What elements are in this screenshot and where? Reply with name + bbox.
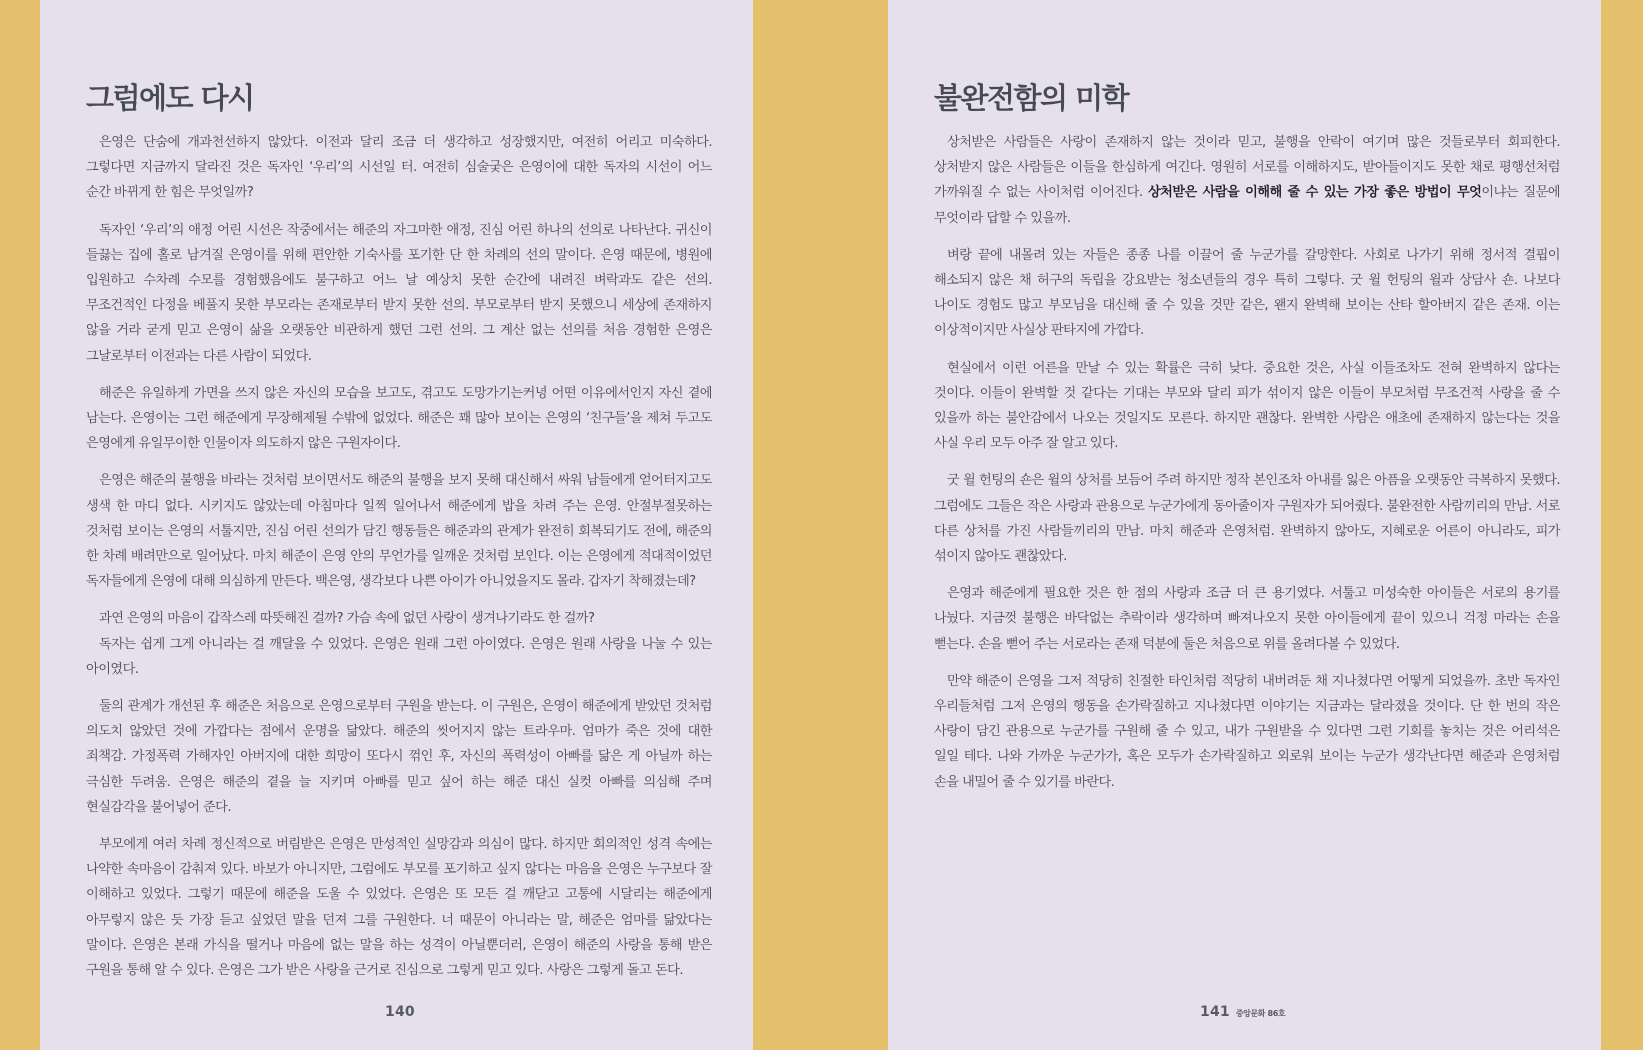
paragraph: 은영은 단숨에 개과천선하지 않았다. 이전과 달리 조금 더 생각하고 성장했지만, 여전히 어리고 미숙하다. 그렇다면 지금까지 달라진 것은 독자인 ‘우리’의 시선일 터. 여전히 심술궂은 은영이에 대한 독자의 시선이 어느 순간 바뀌게 한 힘은 무엇일까?: [86, 135, 712, 201]
page-number: 140: [385, 1004, 415, 1020]
left-page-content: [86, 76, 712, 995]
paragraph: 과연 은영의 마음이 갑작스레 따뜻해진 걸까? 가슴 속에 없던 사랑이 생겨나기라도 한 걸까?: [99, 611, 595, 627]
left-page-footer: [385, 1004, 415, 1028]
paragraph-text: 상처받은 사람들은 사랑이 존재하지 않는 것이라 믿고, 불행을 안락이 여기며 많은 것들로부터 회피한다. 상처받지 않은 사람들은 이들을 한심하게 여긴다. 영원히 서로를 이해하지도, 받아들이지도 못한 채로 평행선처럼 가까워질 수 없는 사이처럼 이어진다.: [934, 135, 1560, 201]
paragraph: 독자는 쉽게 그게 아니라는 걸 깨달을 수 있었다. 은영은 원래 그런 아이였다. 은영은 원래 사랑을 나눌 수 있는 아이였다.: [86, 636, 712, 677]
right-page-title: 불완전함의 미학: [934, 81, 1129, 115]
paragraph: 독자인 ‘우리’의 애정 어린 시선은 작중에서는 해준의 자그마한 애정, 진심 어린 하나의 선의로 나타난다. 귀신이 들끓는 집에 홀로 남겨질 은영이를 위해 편안한 기숙사를 포기한 단 한 차례의 선의 말이다. 은영 때문에, 병원에 입원하고 수차례 수모를 경험했음에도 불구하고 어느 날 예상치 못한 순간에 내려진 벼락과도 같은 선의. 무조건적인 다정을 베풀지 못한 부모라는 존재로부터 받지 못한 선의. 부모로부터 받지 못했으니 세상에 존재하지 않을 거라 굳게 믿고 은영이 삶을 오랫동안 비관하게 했던 그런 선의. 그 계산 없는 선의를 처음 경험한 은영은 그날로부터 이전과는 다른 사람이 되었다.: [86, 222, 712, 364]
paragraph: 둘의 관계가 개선된 후 해준은 처음으로 은영으로부터 구원을 받는다. 이 구원은, 은영이 해준에게 받았던 것처럼 의도치 않았던 것에 가깝다는 점에서 운명을 닮았다. 해준의 씻어지지 않는 트라우마. 엄마가 죽은 것에 대한 죄책감. 가정폭력 가해자인 아버지에 대한 희망이 또다시 꺾인 후, 자신의 폭력성이 아빠를 닮은 게 아닐까 하는 극심한 두려움. 은영은 해준의 곁을 늘 지키며 아빠를 믿고 싶어 하는 해준 대신 실컷 아빠를 의심해 주며 현실감각을 불어넣어 준다.: [86, 699, 712, 815]
magazine-issue-label: 중앙문화 86호: [1235, 1009, 1286, 1018]
left-page-title: 그럼에도 다시: [86, 81, 254, 115]
paragraph: 해준은 유일하게 가면을 쓰지 않은 자신의 모습을 보고도, 겪고도 도망가기는커녕 어떤 이유에서인지 자신 곁에 남는다. 은영이는 그런 해준에게 무장해제될 수밖에 없었다. 해준은 꽤 많아 보이는 은영의 ‘친구들’을 제쳐 두고도 은영에게 유일무이한 인물이자 의도하지 않은 구원자이다.: [86, 385, 712, 452]
left-page: [40, 0, 753, 1050]
emphasized-question: 상처받은 사람을 이해해 줄 수 있는 가장 좋은 방법이 무엇: [1147, 185, 1482, 201]
paragraph: 벼랑 끝에 내몰려 있는 자들은 종종 나를 이끌어 줄 누군가를 갈망한다. 사회로 나가기 위해 정서적 결핍이 해소되지 않은 채 허구의 독립을 강요받는 청소년들의 경우 특히 그렇다. 굿 윌 헌팅의 윌과 상담사 숀. 나보다 나이도 경험도 많고 부모님을 대신해 줄 수 있을 것만 같은, 왠지 완벽해 보이는 산타 할아버지 같은 존재. 이는 이상적이지만 사실상 판타지에 가깝다.: [934, 247, 1560, 339]
right-page: [888, 0, 1601, 1050]
right-page-footer: [1200, 1004, 1285, 1028]
right-page-content: [934, 76, 1560, 807]
paragraph: 만약 해준이 은영을 그저 적당히 친절한 타인처럼 적당히 내버려둔 채 지나쳤다면 어떻게 되었을까. 초반 독자인 우리들처럼 그저 은영의 행동을 손가락질하고 지나쳤다면 이야기는 지금과는 달라졌을 것이다. 단 한 번의 작은 사랑이 담긴 관용으로 누군가를 구원해 줄 수 있고, 내가 구원받을 수 있다면 그런 기회를 놓치는 것은 어리석은 일일 테다. 나와 가까운 누군가가, 혹은 모두가 손가락질하고 외로워 보이는 누군가 생각난다면 해준과 은영처럼 손을 내밀어 줄 수 있기를 바란다.: [934, 673, 1560, 790]
paragraph: 현실에서 이런 어른을 만날 수 있는 확률은 극히 낮다. 중요한 것은, 사실 이들조차도 전혀 완벽하지 않다는 것이다. 이들이 완벽할 것 같다는 기대는 부모와 달리 피가 섞이지 않은 이들이 부모처럼 무조건적 사랑을 줄 수 있을까 하는 불안감에서 나오는 것일지도 모른다. 하지만 괜찮다. 완벽한 사람은 애초에 존재하지 않는다는 것을 사실 우리 모두 아주 잘 알고 있다.: [934, 360, 1560, 452]
paragraph-text: 이냐는 질문에 무엇이라 답할 수 있을까.: [934, 185, 1560, 226]
paragraph: [934, 130, 1560, 231]
paragraph: 부모에게 여러 차례 정신적으로 버림받은 은영은 만성적인 실망감과 의심이 많다. 하지만 회의적인 성격 속에는 나약한 속마음이 감춰져 있다. 바보가 아니지만, 그럼에도 부모를 포기하고 싶지 않다는 마음을 은영은 누구보다 잘 이해하고 있었다. 그렇기 때문에 해준을 도울 수 있었다. 은영은 또 모든 걸 깨닫고 고통에 시달리는 해준에게 아무렇지 않은 듯 가장 듣고 싶었던 말을 던져 그를 구원한다. 너 때문이 아니라는 말, 해준은 엄마를 닮았다는 말이다. 은영은 본래 가식을 떨거나 마음에 없는 말을 하는 성격이 아닐뿐더러, 은영이 해준의 사랑을 통해 받은 구원을 통해 알 수 있다. 은영은 그가 받은 사랑을 근거로 진심으로 그렇게 믿고 있다. 사랑은 그렇게 돌고 돈다.: [86, 837, 712, 979]
paragraph: 은영은 해준의 불행을 바라는 것처럼 보이면서도 해준의 불행을 보지 못해 대신해서 싸워 남들에게 얻어터지고도 생색 한 마디 없다. 시키지도 않았는데 아침마다 일찍 일어나서 해준에게 밥을 차려 주는 은영. 안절부절못하는 것처럼 보이는 은영의 서툴지만, 진심 어린 선의가 담긴 행동들은 해준과의 관계가 완전히 회복되기도 전에, 해준의 한 차례 배려만으로 일어났다. 마치 해준이 은영 안의 무언가를 일깨운 것처럼 보인다. 이는 은영에게 적대적이었던 독자들에게 은영에 대해 의심하게 만든다. 백은영, 생각보다 나쁜 아이가 아니었을지도 몰라. 갑자기 착해졌는데?: [86, 473, 712, 590]
page-number: 141: [1200, 1004, 1230, 1020]
paragraph: 은영과 해준에게 필요한 것은 한 점의 사랑과 조금 더 큰 용기였다. 서툴고 미성숙한 아이들은 서로의 용기를 나눴다. 지금껏 불행은 바닥없는 추락이라 생각하며 빠져나오지 못한 아이들에게 끝이 있으니 걱정 마라는 손을 뻗는다. 손을 뻗어 주는 서로라는 존재 덕분에 둘은 처음으로 위를 올려다볼 수 있었다.: [934, 586, 1560, 652]
paragraph: 굿 윌 헌팅의 숀은 윌의 상처를 보듬어 주려 하지만 정작 본인조차 아내를 잃은 아픔을 오랫동안 극복하지 못했다. 그럼에도 그들은 작은 사랑과 관용으로 누군가에게 동아줄이자 구원자가 되어줬다. 불완전한 사람끼리의 만남. 서로 다른 상처를 가진 사람들끼리의 만남. 마치 해준과 은영처럼. 완벽하지 않아도, 지혜로운 어른이 아니라도, 피가 섞이지 않아도 괜찮았다.: [934, 473, 1560, 565]
